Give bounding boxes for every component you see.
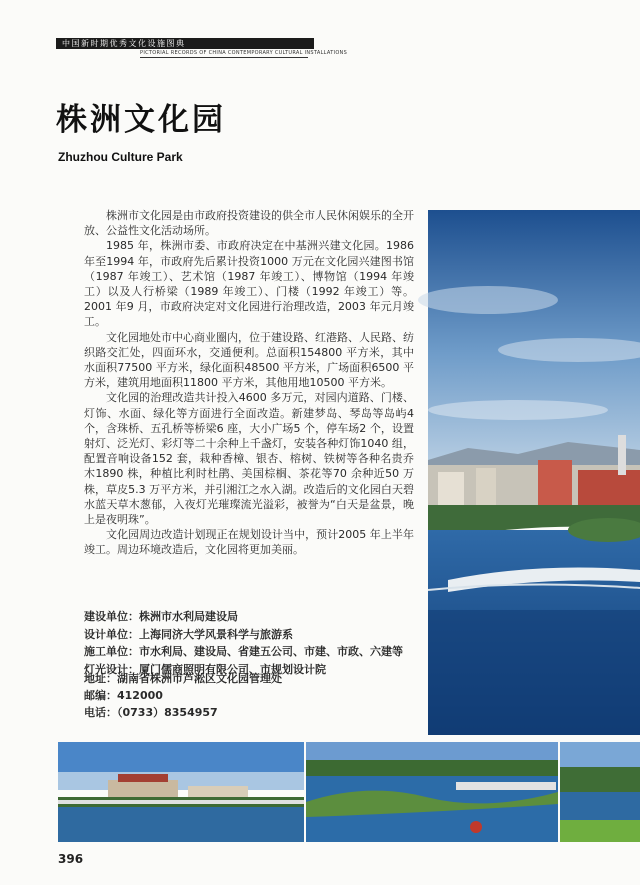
credit-value: 株洲市水利局建设局: [139, 610, 238, 623]
credit-row: [84, 626, 424, 644]
credit-value: 市水利局、建设局、省建五公司、市建、市政、六建等: [139, 645, 403, 658]
contact-label: 电话：: [84, 706, 117, 719]
contact-label: 地址：: [84, 672, 117, 685]
contact-label: 邮编：: [84, 689, 117, 702]
contact-value: （0733）8354957: [117, 706, 218, 719]
credit-label: 建设单位：: [84, 610, 139, 623]
page-subtitle-en: Zhuzhou Culture Park: [58, 150, 183, 164]
paragraph: 株洲市文化园是由市政府投资建设的供全市人民休闲娱乐的全开放、公益性文化活动场所。: [84, 209, 414, 238]
series-subtitle: PICTORIAL RECORDS OF CHINA CONTEMPORARY CULTURAL INSTALLATIONS: [140, 50, 348, 56]
paragraph: 文化园周边改造计划现正在规划设计当中，预计2005 年上半年竣工。周边环境改造后，文化园将更加美丽。: [84, 528, 414, 557]
contact-block: [84, 670, 424, 721]
series-banner: 中国新时期优秀文化设施图典: [56, 38, 314, 49]
credits-block: [84, 608, 424, 678]
contact-row: [84, 687, 424, 704]
credit-row: [84, 643, 424, 661]
article-body: [84, 208, 414, 558]
credit-value: 上海同济大学风景科学与旅游系: [139, 627, 293, 641]
contact-value: 湖南省株洲市芦淞区文化园管理处: [117, 672, 282, 685]
park-building-photo: [58, 742, 304, 842]
page-title: 株洲文化园: [56, 102, 226, 138]
credit-label: 设计单位：: [84, 627, 139, 641]
paragraph: 文化园地处市中心商业圈内，位于建设路、红港路、人民路、纺织路交汇处，四面环水，交通便利。总面积154800 平方米，其中水面积77500 平方米，绿化面积48500 平方米，广场面积6500 平方米，建筑用地面积11800 平方米，其他用地10500 平方米。: [84, 330, 414, 390]
credit-row: [84, 608, 424, 626]
credit-value: 厦门儒商照明有限公司、市规划设计院: [139, 662, 326, 676]
park-lawn-photo: [560, 742, 640, 842]
contact-row: [84, 704, 424, 721]
credit-label: 施工单位：: [84, 645, 139, 658]
paragraph: 文化园的治理改造共计投入4600 多万元，对园内道路、门楼、灯饰、水面、绿化等方面进行全面改造。新建梦岛、琴岛等岛屿4 个，含珠桥、五孔桥等桥梁6 座，大小广场5 个，停车场2 个，设置射灯、泛光灯、彩灯等二十余种上千盏灯，安装各种灯饰1040 组，配置音响设备152 套，栽种香樟、银杏、榕树、铁树等各种名贵乔木1890 株，种植比利时杜鹃、美国棕榈、茶花等70 余种近50 万株，草皮5.3 万平方米，并引湘江之水入湖。改造后的文化园白天碧水蓝天草木葱郁，入夜灯光璀璨流光溢彩，被誉为“白天是盆景，晚上是夜明珠”。: [84, 391, 414, 527]
page-number: 396: [58, 852, 84, 866]
park-lake-photo: [428, 210, 640, 735]
park-pond-photo: [306, 742, 558, 842]
contact-value: 412000: [117, 689, 163, 702]
paragraph: 1985 年，株洲市委、市政府决定在中基洲兴建文化园。1986 年至1994 年，市政府先后累计投资1000 万元在文化园兴建图书馆（1987 年竣工）、艺术馆（1987 年竣工）、博物馆（1994 年竣工）以及人行桥梁（1989 年竣工）、门楼（1992 年竣工）等。2001 年9 月，市政府决定对文化园进行治理改造，2003 年元月竣工。: [84, 239, 414, 329]
contact-row: [84, 670, 424, 687]
credit-label: 灯光设计：: [84, 662, 139, 676]
